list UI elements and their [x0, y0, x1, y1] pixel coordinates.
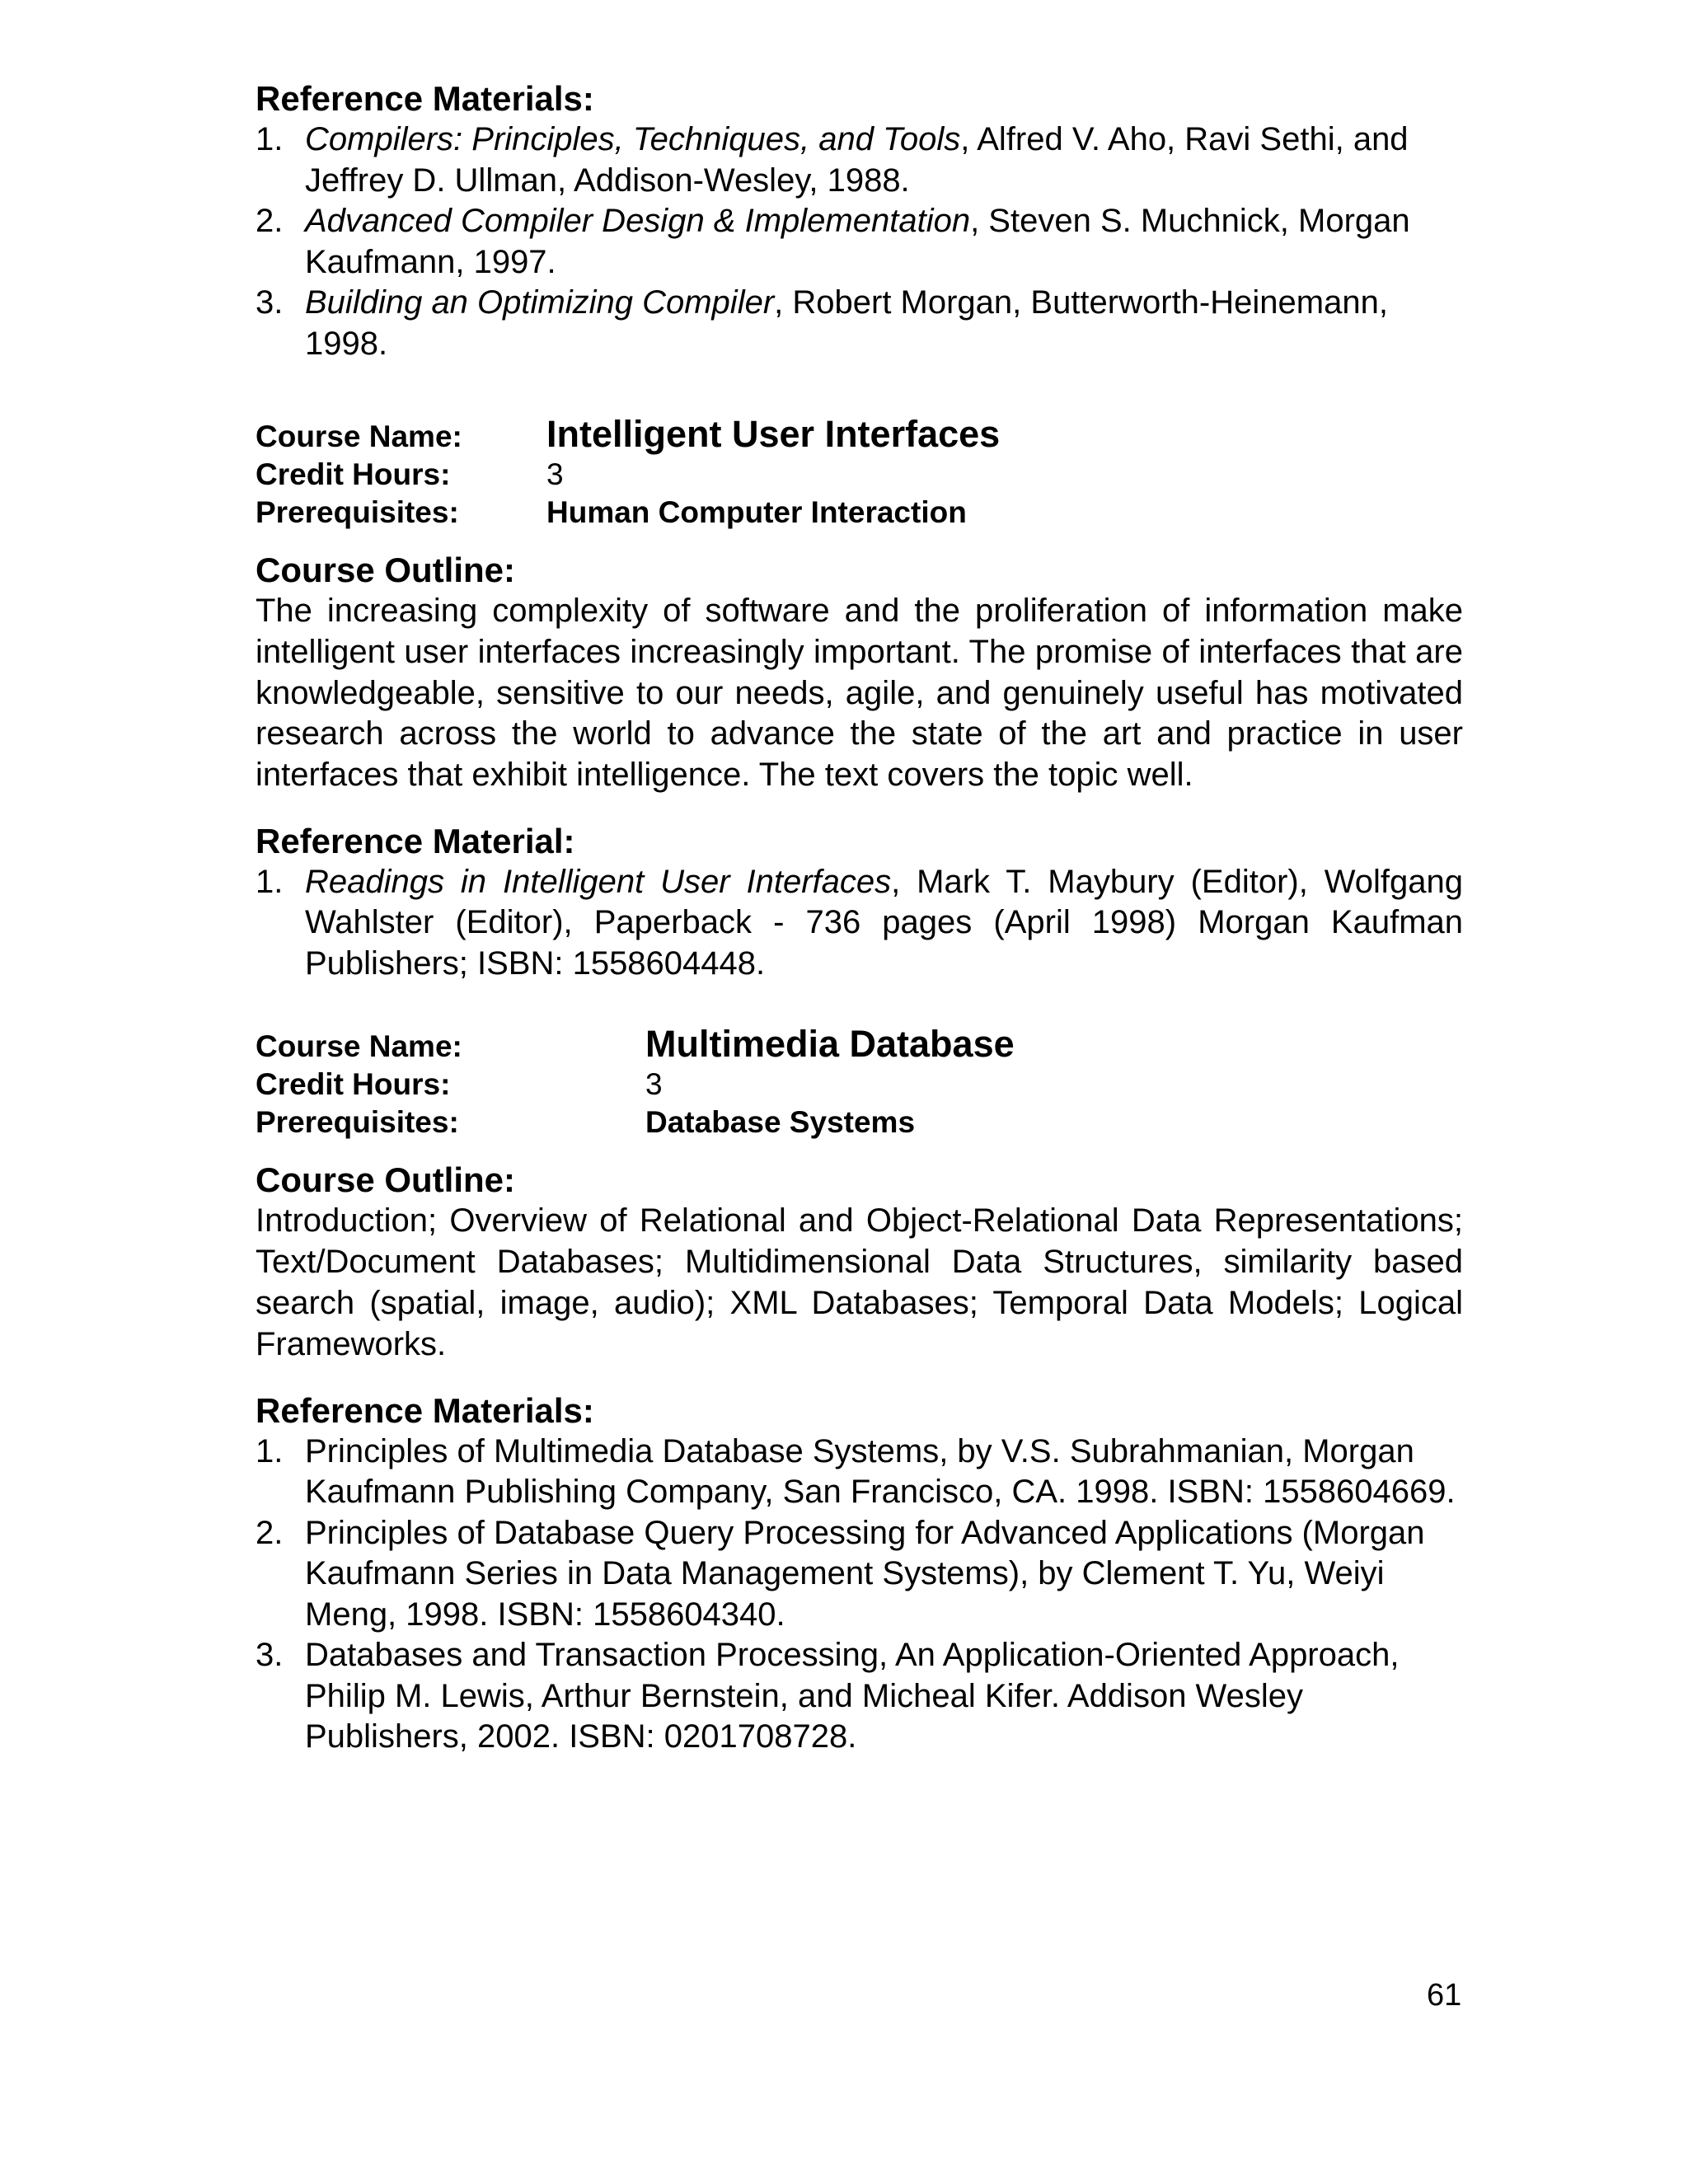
reference-item: 2. Advanced Compiler Design & Implementation, Steven S. Muchnick, Morgan Kaufmann, 1997.	[256, 203, 1410, 280]
prerequisites-row	[256, 494, 1463, 532]
reference-list	[256, 862, 1463, 985]
credit-hours-row	[256, 456, 1463, 494]
course-outline-heading: Course Outline:	[256, 551, 516, 589]
reference-text: Principles of Database Query Processing for Advanced Applications (Morgan Kaufmann Series in Data Management Systems), by Clement T. Yu, Weiyi Meng, 1998. ISBN: 1558604340.	[305, 1514, 1425, 1633]
reference-item: 3. Databases and Transaction Processing, An Application-Oriented Approach, Philip M. Lewis, Arthur Bernstein, and Micheal Kifer. Addison Wesley Publishers, 2002. ISBN: 0201708728.	[256, 1637, 1400, 1755]
credit-hours-value: 3	[645, 1067, 663, 1102]
prerequisites-value: Human Computer Interaction	[546, 495, 967, 529]
course-name: Intelligent User Interfaces	[546, 413, 1001, 455]
course-name-row	[256, 415, 1463, 456]
reference-list	[256, 1432, 1463, 1758]
document-page	[256, 78, 1463, 1758]
prerequisites-label: Prerequisites:	[256, 1105, 459, 1140]
course-outline-heading: Course Outline:	[256, 1160, 516, 1200]
reference-item: 1. Readings in Intelligent User Interfaces, Mark T. Maybury (Editor), Wolfgang Wahlster (Editor), Paperback - 736 pages (April 1998) Morgan Kaufman Publishers; ISBN: 1558604448.	[256, 863, 1464, 982]
course-outline-text: Introduction; Overview of Relational and Object-Relational Data Representations; Text/Document Databases; Multidimensional Data Structures, similarity based search (spatial, image, audio); XML Databases; Temporal Data Models; Logical Frameworks.	[256, 1202, 1463, 1362]
prerequisites-label: Prerequisites:	[256, 495, 459, 529]
course-name: Multimedia Database	[645, 1023, 1015, 1066]
credit-hours-value: 3	[546, 457, 564, 491]
reference-details: , Robert Morgan, Butterworth-Heinemann, 1998.	[305, 284, 1388, 362]
reference-text: Databases and Transaction Processing, An Application-Oriented Approach, Philip M. Lewis, Arthur Bernstein, and Micheal Kifer. Addison Wesley Publishers, 2002. ISBN: 0201708728.	[305, 1637, 1400, 1755]
page-number: 61	[1427, 1978, 1462, 2013]
prerequisites-row	[256, 1104, 1463, 1141]
reference-title: Building an Optimizing Compiler	[305, 284, 775, 321]
reference-item: 2. Principles of Database Query Processing for Advanced Applications (Morgan Kaufmann Series in Data Management Systems), by Clement T. Yu, Weiyi Meng, 1998. ISBN: 1558604340.	[256, 1514, 1425, 1633]
course-outline-text: The increasing complexity of software and the proliferation of information make intelligent user interfaces increasingly important. The promise of interfaces that are knowledgeable, sensitive to our needs, agile, and genuinely useful has motivated research across the world to advance the state of the art and practice in user interfaces that exhibit intelligence. The text covers the topic well.	[256, 593, 1463, 794]
reference-text: Principles of Multimedia Database Systems, by V.S. Subrahmanian, Morgan Kaufmann Publishing Company, San Francisco, CA. 1998. ISBN: 1558604669.	[305, 1432, 1456, 1511]
prerequisites-value: Database Systems	[645, 1105, 916, 1140]
reference-title: Compilers: Principles, Techniques, and Tools	[305, 121, 961, 157]
credit-hours-label: Credit Hours:	[256, 1067, 451, 1102]
reference-details: , Mark T. Maybury (Editor), Wolfgang Wahlster (Editor), Paperback - 736 pages (April 1998) Morgan Kaufman Publishers; ISBN: 1558604448.	[305, 863, 1464, 982]
reference-item: 1. Compilers: Principles, Techniques, and Tools, Alfred V. Aho, Ravi Sethi, and Jeffrey D. Ullman, Addison-Wesley, 1988.	[256, 121, 1409, 199]
credit-hours-label: Credit Hours:	[256, 457, 451, 491]
course-info-multimedia-database	[256, 1025, 1463, 1141]
reference-item: 1. Principles of Multimedia Database Systems, by V.S. Subrahmanian, Morgan Kaufmann Publishing Company, San Francisco, CA. 1998. ISBN: 1558604669.	[256, 1432, 1456, 1511]
course-info-intelligent-user-interfaces	[256, 415, 1463, 532]
course-name-label: Course Name:	[256, 419, 462, 453]
reference-material-heading: Reference Material:	[256, 821, 575, 860]
credit-hours-row	[256, 1066, 1463, 1104]
reference-details: , Alfred V. Aho, Ravi Sethi, and Jeffrey D. Ullman, Addison-Wesley, 1988.	[305, 121, 1409, 199]
section-heading-reference-materials: Reference Materials:	[256, 79, 594, 118]
reference-details: , Steven S. Muchnick, Morgan Kaufmann, 1997.	[305, 203, 1410, 280]
reference-list	[256, 120, 1463, 364]
reference-title: Advanced Compiler Design & Implementation	[305, 203, 971, 239]
reference-item: 3. Building an Optimizing Compiler, Robert Morgan, Butterworth-Heinemann, 1998.	[256, 284, 1388, 362]
reference-title: Readings in Intelligent User Interfaces	[305, 863, 892, 900]
course-name-label: Course Name:	[256, 1029, 462, 1064]
section-heading-reference-materials: Reference Materials:	[256, 1390, 594, 1430]
course-name-row	[256, 1025, 1463, 1066]
